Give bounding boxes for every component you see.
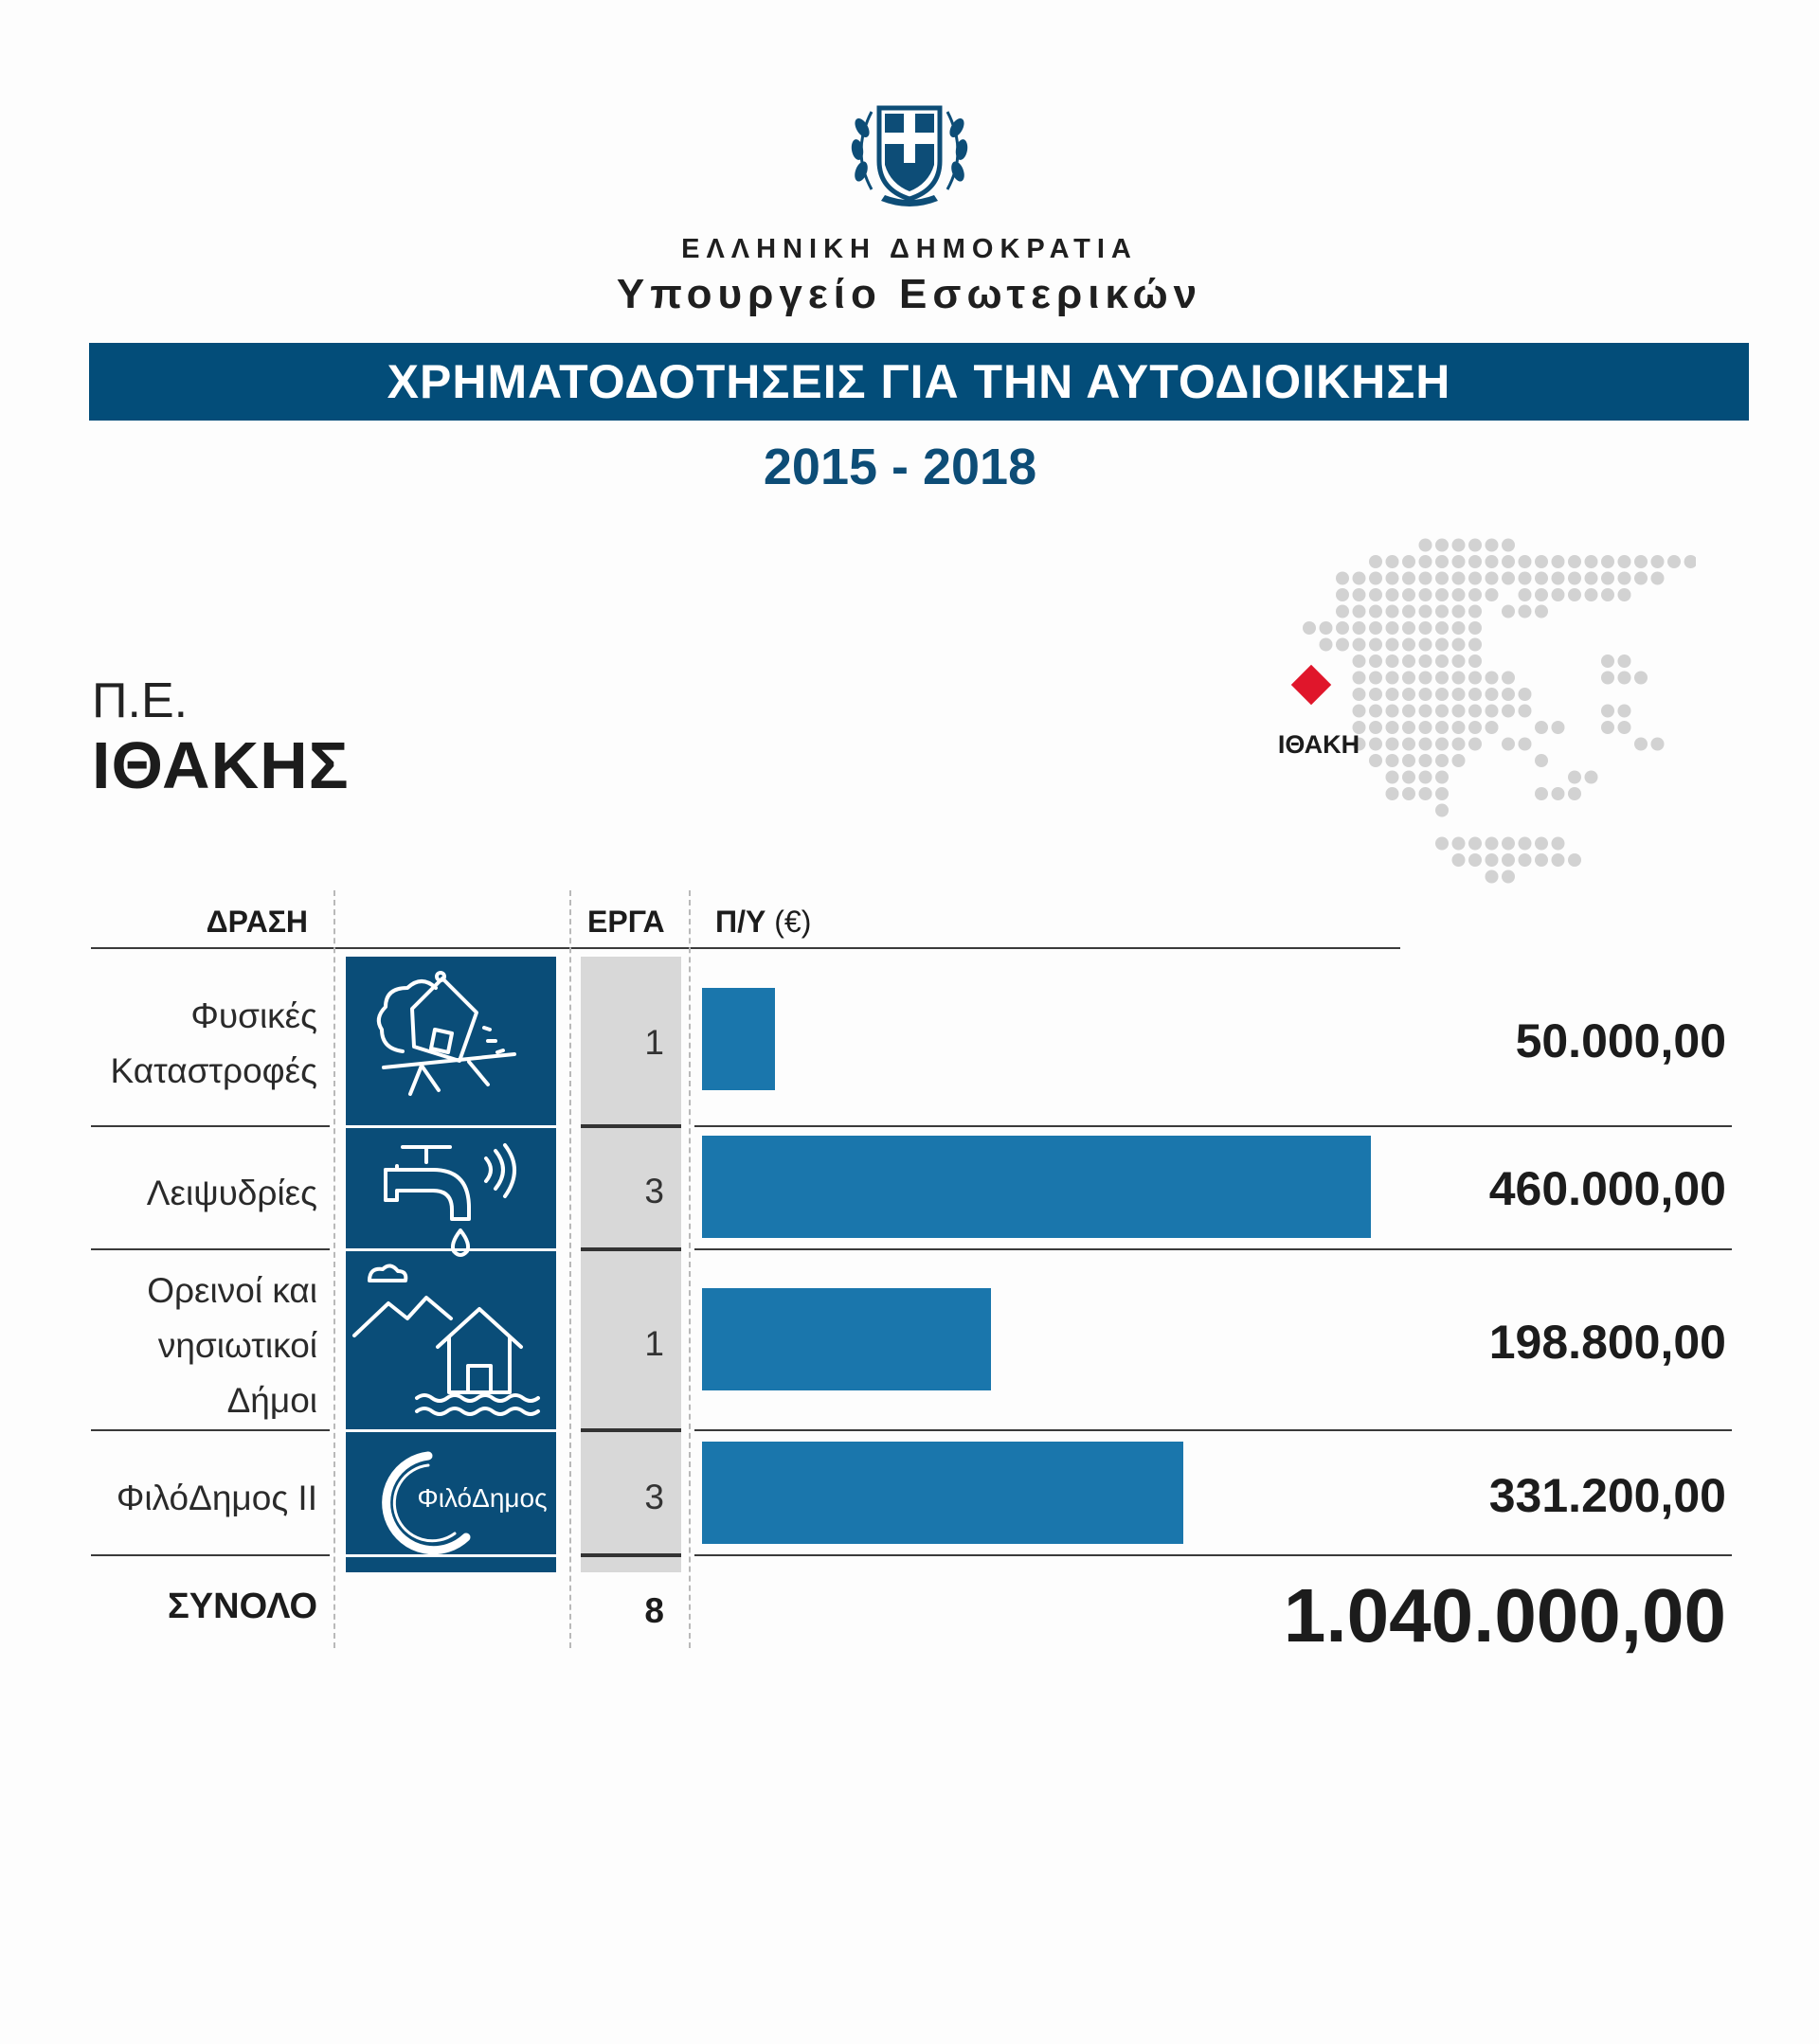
filodimos-logo-icon <box>362 1435 551 1563</box>
map-dot <box>1502 539 1515 552</box>
map-dot <box>1502 837 1515 851</box>
map-dot <box>1486 555 1499 568</box>
row-amount: 50.000,00 <box>1515 1014 1726 1067</box>
map-dot <box>1419 738 1432 751</box>
row-label-line: Ορεινοί και <box>147 1271 317 1310</box>
map-dot <box>1353 621 1366 635</box>
map-dot <box>1601 555 1614 568</box>
map-dot <box>1353 638 1366 652</box>
map-dot <box>1402 672 1415 685</box>
row-divider <box>91 1554 330 1556</box>
map-dot <box>1502 605 1515 619</box>
water-tap-icon <box>374 1132 526 1260</box>
map-dot <box>1419 588 1432 601</box>
row-divider <box>346 1125 556 1128</box>
map-dot <box>1402 721 1415 734</box>
map-dot <box>1386 605 1399 619</box>
map-dot <box>1369 555 1382 568</box>
mountain-island-house-icon <box>349 1260 552 1430</box>
map-dot <box>1452 738 1466 751</box>
row-divider <box>581 1553 681 1557</box>
row-divider <box>91 1125 330 1127</box>
map-dot <box>1468 572 1482 585</box>
map-dot <box>1369 721 1382 734</box>
map-dot <box>1320 638 1333 652</box>
map-dot <box>1353 705 1366 718</box>
map-dot <box>1486 870 1499 884</box>
map-dot <box>1435 688 1449 701</box>
map-dot <box>1369 754 1382 767</box>
map-dot <box>1419 605 1432 619</box>
row-amount: 198.800,00 <box>1488 1316 1726 1369</box>
map-dot <box>1435 754 1449 767</box>
map-dot <box>1535 572 1548 585</box>
map-dot <box>1435 621 1449 635</box>
map-dot <box>1618 705 1631 718</box>
map-dot <box>1486 705 1499 718</box>
map-dot <box>1601 672 1614 685</box>
map-dot <box>1585 572 1598 585</box>
map-dot <box>1353 605 1366 619</box>
map-dot <box>1353 572 1366 585</box>
region-prefix: Π.Ε. <box>92 673 189 728</box>
map-dot <box>1486 588 1499 601</box>
map-dot <box>1386 688 1399 701</box>
row-divider <box>346 1429 556 1432</box>
map-dot <box>1468 837 1482 851</box>
map-dot <box>1552 787 1565 800</box>
total-label: ΣΥΝΟΛΟ <box>167 1587 317 1626</box>
ministry-title: Υπουργείο Εσωτερικών <box>616 271 1203 317</box>
banner-title: ΧΡΗΜΑΤΟΔΟΤΗΣΕΙΣ ΓΙΑ ΤΗΝ ΑΥΤΟΔΙΟΙΚΗΣΗ <box>89 343 1749 421</box>
map-dot <box>1419 638 1432 652</box>
map-dot <box>1519 837 1532 851</box>
row-divider <box>694 1248 1732 1250</box>
map-dot <box>1535 853 1548 867</box>
map-dot <box>1386 787 1399 800</box>
map-dot <box>1336 572 1349 585</box>
map-dot <box>1419 705 1432 718</box>
map-dot <box>1468 654 1482 668</box>
map-dot <box>1402 605 1415 619</box>
row-divider <box>346 1248 556 1251</box>
map-dots <box>1303 522 1696 884</box>
map-dot <box>1519 853 1532 867</box>
column-separator <box>333 890 335 1648</box>
row-divider <box>694 1554 1732 1556</box>
map-dot <box>1486 853 1499 867</box>
row-label-line: Καταστροφές <box>110 1051 317 1090</box>
map-dot <box>1552 853 1565 867</box>
row-label <box>147 1264 317 1428</box>
map-dot <box>1486 688 1499 701</box>
row-label-line: ΦιλόΔημος ΙΙ <box>116 1479 317 1517</box>
map-dot <box>1684 555 1697 568</box>
map-dot <box>1435 539 1449 552</box>
map-dot <box>1601 654 1614 668</box>
map-dot <box>1386 588 1399 601</box>
map-dot <box>1535 837 1548 851</box>
row-label-line: Φυσικές <box>190 996 317 1035</box>
column-separator <box>689 890 691 1648</box>
map-dot <box>1634 572 1648 585</box>
map-dot <box>1386 638 1399 652</box>
map-dot <box>1568 588 1581 601</box>
map-dot <box>1601 572 1614 585</box>
map-dot <box>1568 771 1581 784</box>
col-header-budget <box>715 905 811 940</box>
map-dot <box>1336 588 1349 601</box>
map-dot <box>1552 555 1565 568</box>
map-dot <box>1303 621 1316 635</box>
map-dot <box>1634 672 1648 685</box>
map-dot <box>1601 588 1614 601</box>
map-dot <box>1452 555 1466 568</box>
row-label <box>117 1471 317 1526</box>
map-dot <box>1535 754 1548 767</box>
col-header-budget-unit: (€) <box>774 905 812 939</box>
map-dot <box>1402 754 1415 767</box>
map-dot <box>1336 605 1349 619</box>
map-dot <box>1452 572 1466 585</box>
map-dot <box>1386 572 1399 585</box>
map-dot <box>1535 787 1548 800</box>
map-dot <box>1369 638 1382 652</box>
map-dot <box>1468 688 1482 701</box>
map-dot <box>1452 605 1466 619</box>
map-dot <box>1452 688 1466 701</box>
row-amount: 460.000,00 <box>1488 1162 1726 1215</box>
map-dot <box>1402 572 1415 585</box>
map-dot <box>1386 621 1399 635</box>
map-dot <box>1634 738 1648 751</box>
map-dot <box>1435 738 1449 751</box>
map-dot <box>1386 705 1399 718</box>
map-dot <box>1369 588 1382 601</box>
row-label-line: Λειψυδρίες <box>146 1174 317 1212</box>
natural-disaster-icon <box>365 971 535 1113</box>
map-dot <box>1651 555 1665 568</box>
col-header-budget-main: Π/Υ <box>715 905 766 939</box>
map-dot <box>1386 771 1399 784</box>
map-dot <box>1435 672 1449 685</box>
map-dot <box>1568 572 1581 585</box>
map-dot <box>1435 555 1449 568</box>
map-dot <box>1519 738 1532 751</box>
filodimos-logo-text: ΦιλόΔημος <box>417 1483 548 1513</box>
bar <box>702 1136 1371 1238</box>
map-dot <box>1353 688 1366 701</box>
map-dot <box>1369 738 1382 751</box>
map-dot <box>1353 588 1366 601</box>
row-divider <box>346 1554 556 1557</box>
map-dot <box>1468 853 1482 867</box>
map-dot <box>1369 672 1382 685</box>
map-dot <box>1502 555 1515 568</box>
map-dot <box>1386 672 1399 685</box>
map-dot <box>1651 572 1665 585</box>
map-dot <box>1486 672 1499 685</box>
map-dot <box>1320 621 1333 635</box>
map-dot <box>1402 771 1415 784</box>
row-label <box>111 989 318 1099</box>
years-subtitle: 2015 - 2018 <box>763 439 1037 495</box>
map-dot <box>1435 771 1449 784</box>
map-dot <box>1435 638 1449 652</box>
map-dot <box>1618 588 1631 601</box>
map-dot <box>1601 721 1614 734</box>
map-dot <box>1502 672 1515 685</box>
map-dot <box>1369 688 1382 701</box>
map-dot <box>1402 638 1415 652</box>
greek-coat-of-arms-icon <box>843 85 976 218</box>
republic-title: ΕΛΛΗΝΙΚΗ ΔΗΜΟΚΡΑΤΙΑ <box>681 234 1138 264</box>
map-dot <box>1452 837 1466 851</box>
map-dot <box>1452 621 1466 635</box>
map-dot <box>1568 787 1581 800</box>
map-dot <box>1519 572 1532 585</box>
map-dot <box>1386 754 1399 767</box>
map-dot <box>1502 705 1515 718</box>
map-dot <box>1585 771 1598 784</box>
map-dot <box>1452 539 1466 552</box>
map-dot <box>1419 572 1432 585</box>
map-dot <box>1386 555 1399 568</box>
map-dot <box>1435 721 1449 734</box>
map-dot <box>1601 705 1614 718</box>
map-dot <box>1386 738 1399 751</box>
row-projects: 3 <box>644 1172 664 1210</box>
map-dot <box>1552 572 1565 585</box>
map-dot <box>1519 705 1532 718</box>
map-dot <box>1402 705 1415 718</box>
map-dot <box>1419 721 1432 734</box>
map-dot <box>1468 705 1482 718</box>
total-projects: 8 <box>644 1591 664 1630</box>
row-divider <box>694 1429 1732 1431</box>
bar <box>702 988 775 1090</box>
map-dot <box>1402 654 1415 668</box>
map-dot <box>1402 621 1415 635</box>
row-divider <box>581 1247 681 1251</box>
map-dot <box>1568 555 1581 568</box>
map-dot <box>1618 654 1631 668</box>
map-dot <box>1369 654 1382 668</box>
map-dot <box>1369 572 1382 585</box>
map-dot <box>1651 738 1665 751</box>
map-dot <box>1435 654 1449 668</box>
map-dot <box>1535 605 1548 619</box>
map-dot <box>1486 721 1499 734</box>
map-dot <box>1419 754 1432 767</box>
column-separator <box>569 890 571 1648</box>
map-dot <box>1452 638 1466 652</box>
map-dot <box>1502 572 1515 585</box>
map-dot <box>1585 555 1598 568</box>
map-dot <box>1552 721 1565 734</box>
map-dot <box>1435 837 1449 851</box>
map-dot <box>1468 605 1482 619</box>
map-dot <box>1452 672 1466 685</box>
map-dot <box>1336 621 1349 635</box>
map-dot <box>1369 705 1382 718</box>
map-dot <box>1535 721 1548 734</box>
map-dot <box>1402 787 1415 800</box>
map-dot <box>1419 771 1432 784</box>
map-dot <box>1435 705 1449 718</box>
map-dot <box>1486 572 1499 585</box>
map-dot <box>1402 555 1415 568</box>
row-divider <box>694 1125 1732 1127</box>
row-divider <box>91 1248 330 1250</box>
map-dot <box>1369 605 1382 619</box>
map-dot <box>1419 654 1432 668</box>
map-dot <box>1419 688 1432 701</box>
map-dot <box>1452 754 1466 767</box>
row-amount: 331.200,00 <box>1488 1469 1726 1522</box>
total-amount: 1.040.000,00 <box>1283 1573 1726 1658</box>
map-dot <box>1435 787 1449 800</box>
map-dot <box>1402 588 1415 601</box>
map-dot <box>1468 738 1482 751</box>
row-label-line: Δήμοι <box>226 1381 317 1420</box>
map-dot <box>1452 705 1466 718</box>
map-dot <box>1486 539 1499 552</box>
map-dot <box>1618 572 1631 585</box>
map-dot <box>1519 588 1532 601</box>
map-dot <box>1486 837 1499 851</box>
map-dot <box>1552 588 1565 601</box>
row-label-line: νησιωτικοί <box>157 1326 317 1365</box>
map-dot <box>1468 621 1482 635</box>
row-projects: 3 <box>644 1478 664 1516</box>
map-dot <box>1502 738 1515 751</box>
map-dot <box>1353 672 1366 685</box>
map-dot <box>1386 654 1399 668</box>
map-dot <box>1535 555 1548 568</box>
row-projects: 1 <box>644 1023 664 1062</box>
map-dot <box>1369 621 1382 635</box>
map-dot <box>1618 672 1631 685</box>
map-dot <box>1435 588 1449 601</box>
col-header-action: ΔΡΑΣΗ <box>206 905 308 939</box>
bar <box>702 1442 1183 1544</box>
map-label: ΙΘΑΚΗ <box>1277 730 1360 759</box>
row-divider <box>581 1124 681 1128</box>
map-dot <box>1618 721 1631 734</box>
map-dot <box>1468 539 1482 552</box>
map-dot <box>1452 588 1466 601</box>
map-dot <box>1336 638 1349 652</box>
bar <box>702 1288 991 1390</box>
row-label <box>147 1166 317 1221</box>
map-dot <box>1585 588 1598 601</box>
map-dot <box>1419 672 1432 685</box>
map-dot <box>1402 688 1415 701</box>
row-projects: 1 <box>644 1324 664 1363</box>
map-dot <box>1502 870 1515 884</box>
map-dot <box>1386 721 1399 734</box>
map-dot <box>1353 654 1366 668</box>
map-dot <box>1435 572 1449 585</box>
map-dot <box>1452 853 1466 867</box>
map-dot <box>1618 555 1631 568</box>
map-dot <box>1634 555 1648 568</box>
map-dot <box>1402 738 1415 751</box>
row-divider <box>581 1428 681 1432</box>
map-dot <box>1519 688 1532 701</box>
map-dot <box>1519 555 1532 568</box>
greece-dot-map <box>1270 511 1696 985</box>
map-dot <box>1667 555 1681 568</box>
map-dot <box>1535 588 1548 601</box>
map-dot <box>1519 605 1532 619</box>
map-dot <box>1419 787 1432 800</box>
map-dot <box>1419 621 1432 635</box>
map-dot <box>1502 688 1515 701</box>
map-dot <box>1468 672 1482 685</box>
map-dot <box>1468 588 1482 601</box>
col-header-projects: ΕΡΓΑ <box>587 905 665 939</box>
map-dot <box>1452 721 1466 734</box>
map-dot <box>1468 638 1482 652</box>
map-dot <box>1468 721 1482 734</box>
map-dot <box>1568 853 1581 867</box>
map-dot <box>1435 605 1449 619</box>
map-dot <box>1502 853 1515 867</box>
map-dot <box>1419 555 1432 568</box>
region-name: ΙΘΑΚΗΣ <box>92 728 350 802</box>
row-divider <box>91 1429 330 1431</box>
map-dot <box>1435 804 1449 817</box>
map-dot <box>1419 539 1432 552</box>
ithaca-marker-icon <box>1291 665 1331 705</box>
map-dot <box>1468 555 1482 568</box>
header-divider <box>91 947 1400 949</box>
map-dot <box>1552 837 1565 851</box>
map-dot <box>1452 654 1466 668</box>
